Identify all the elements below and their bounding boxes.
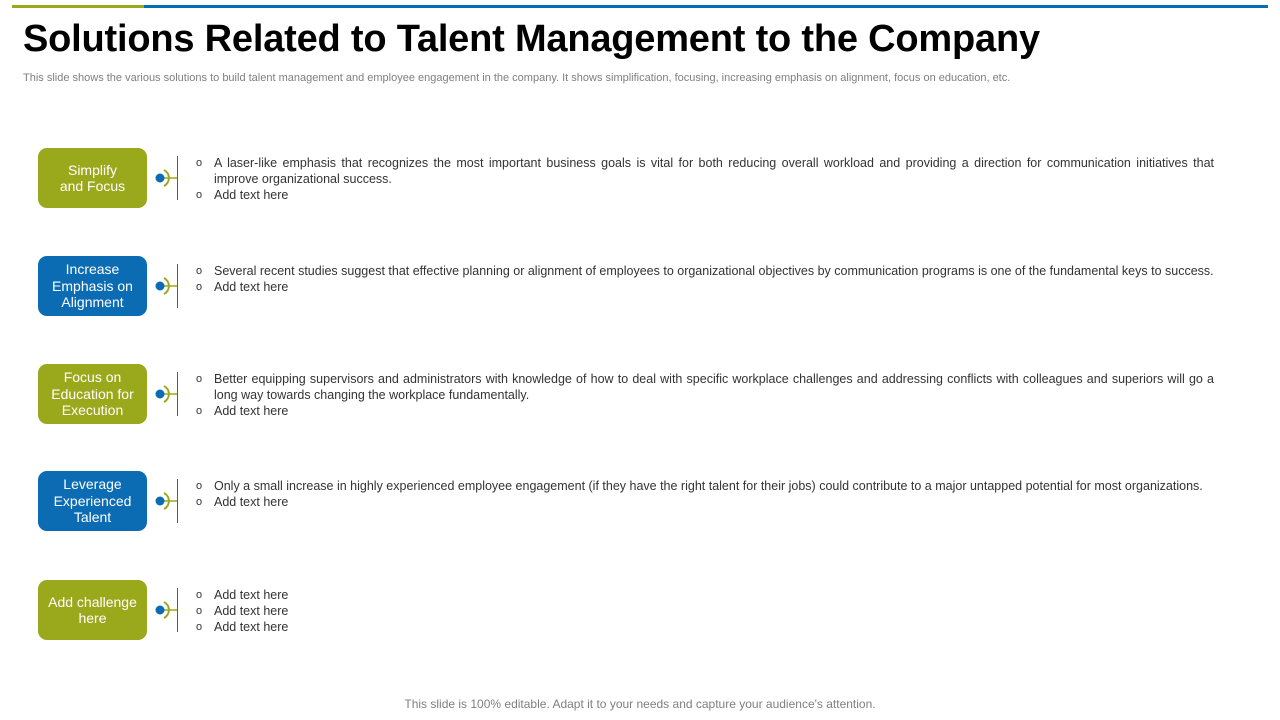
divider-line <box>177 372 178 416</box>
page-title: Solutions Related to Talent Management to the Company <box>23 18 1040 60</box>
divider-line <box>177 479 178 523</box>
solution-row <box>38 364 1218 424</box>
bullet-item <box>196 494 1214 510</box>
solution-label: Focus on Education for Execution <box>51 369 134 419</box>
circle-bullet-icon: o <box>196 496 203 508</box>
solution-label: Increase Emphasis on Alignment <box>52 261 133 311</box>
solution-row <box>38 148 1218 208</box>
divider-line <box>177 588 178 632</box>
bullet-text: Add text here <box>214 588 289 602</box>
solution-label: Simplify and Focus <box>59 161 126 194</box>
circle-bullet-icon: o <box>196 480 203 492</box>
circle-bullet-icon: o <box>196 589 203 601</box>
circle-bullet-icon: o <box>196 605 203 617</box>
bullet-item <box>196 603 1214 619</box>
connector-node-icon <box>152 263 188 309</box>
bullet-text: Add text here <box>214 604 289 618</box>
top-accent-blue <box>144 5 1268 8</box>
bullet-item <box>196 403 1214 419</box>
bullet-text: Add text here <box>214 495 289 509</box>
connector-node-icon <box>152 478 188 524</box>
solution-row <box>38 471 1218 531</box>
bullet-list <box>196 587 1214 635</box>
solution-label-box <box>38 256 147 316</box>
bullet-item <box>196 279 1214 295</box>
bullet-item <box>196 187 1214 203</box>
solution-label-box <box>38 471 147 531</box>
bullet-text: Add text here <box>214 404 289 418</box>
solution-row <box>38 256 1218 316</box>
bullet-item <box>196 371 1214 403</box>
bullet-list <box>196 155 1214 203</box>
solution-label: Leverage Experienced Talent <box>53 476 132 526</box>
solution-label: Add challenge here <box>48 593 137 626</box>
bullet-item <box>196 155 1214 187</box>
bullet-item <box>196 478 1214 494</box>
bullet-text: Better equipping supervisors and administrators with knowledge of how to deal with specific workplace challenges and addressing conflicts with colleagues and superiors will go a long way towards changing the workplace fundamentally. <box>214 372 1214 402</box>
page-subtitle: This slide shows the various solutions to build talent management and employee engagement in the company. It shows simplification, focusing, increasing emphasis on alignment, focus on education, etc. <box>23 72 1011 84</box>
connector-node-icon <box>152 371 188 417</box>
bullet-item <box>196 263 1214 279</box>
top-accent-bar <box>0 5 1280 8</box>
bullet-text: Add text here <box>214 188 289 202</box>
solution-label-box <box>38 364 147 424</box>
connector-node-icon <box>152 155 188 201</box>
solution-row <box>38 580 1218 640</box>
bullet-list <box>196 263 1214 295</box>
bullet-list <box>196 371 1214 419</box>
divider-line <box>177 156 178 200</box>
circle-bullet-icon: o <box>196 281 203 293</box>
circle-bullet-icon: o <box>196 373 203 385</box>
bullet-item <box>196 619 1214 635</box>
top-accent-green <box>12 5 144 8</box>
bullet-text: A laser-like emphasis that recognizes the most important business goals is vital for both reducing overall workload and providing a direction for communication initiatives that improve organizational success. <box>214 156 1214 186</box>
solution-label-box <box>38 148 147 208</box>
bullet-text: Add text here <box>214 280 289 294</box>
circle-bullet-icon: o <box>196 621 203 633</box>
bullet-text: Several recent studies suggest that effective planning or alignment of employees to organizational objectives by communication programs is one of the fundamental keys to success. <box>214 264 1214 278</box>
bullet-text: Add text here <box>214 620 289 634</box>
circle-bullet-icon: o <box>196 157 203 169</box>
circle-bullet-icon: o <box>196 265 203 277</box>
circle-bullet-icon: o <box>196 189 203 201</box>
divider-line <box>177 264 178 308</box>
footer-note: This slide is 100% editable. Adapt it to your needs and capture your audience's attention. <box>404 697 876 711</box>
bullet-list <box>196 478 1214 510</box>
bullet-text: Only a small increase in highly experienced employee engagement (if they have the right talent for their jobs) could contribute to a major untapped potential for most organizations. <box>214 479 1203 493</box>
connector-node-icon <box>152 587 188 633</box>
solution-label-box <box>38 580 147 640</box>
circle-bullet-icon: o <box>196 405 203 417</box>
bullet-item <box>196 587 1214 603</box>
